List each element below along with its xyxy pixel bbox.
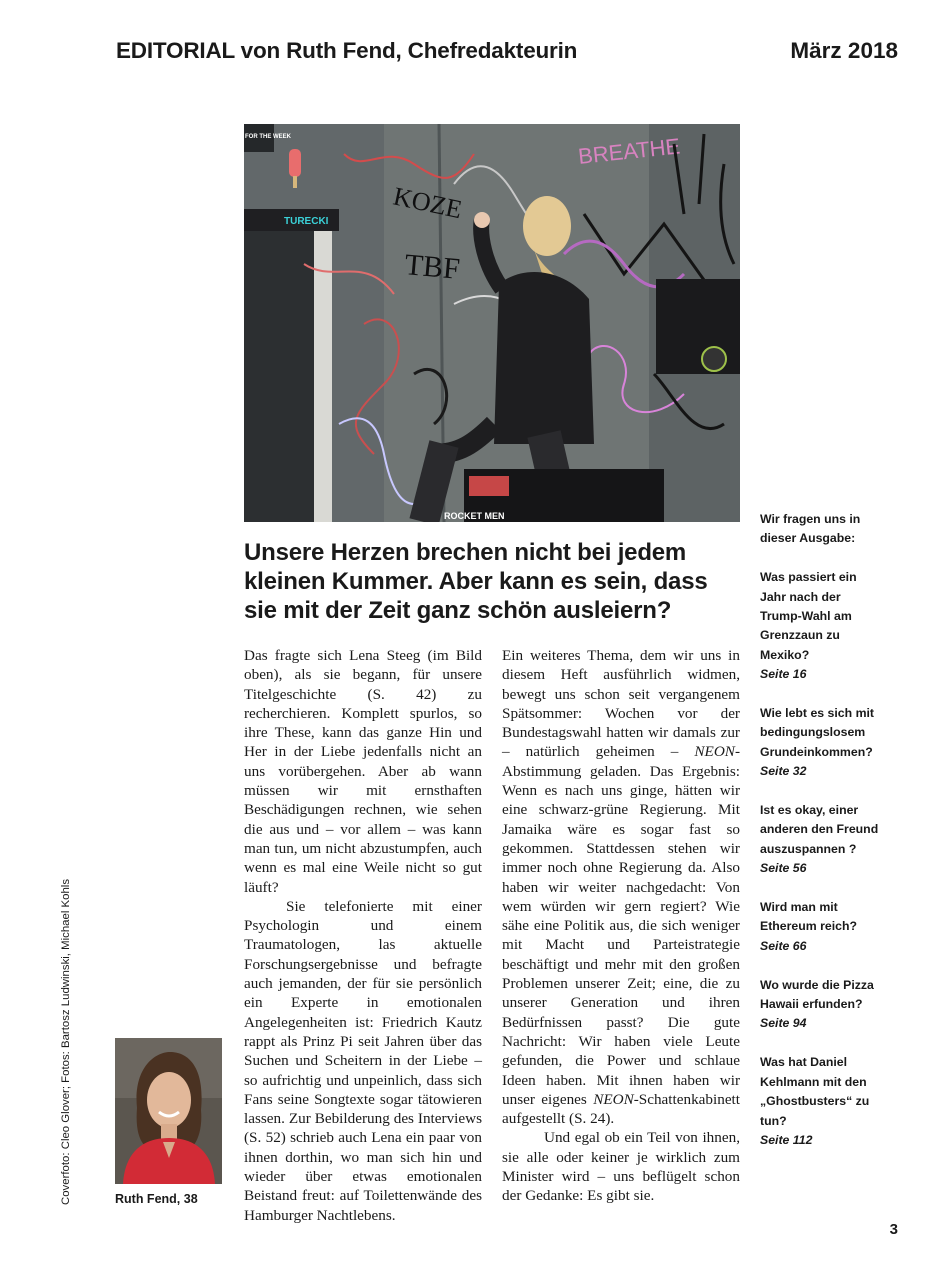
tbf-graffiti: TBF	[403, 248, 462, 286]
sidebar-question: Wird man mit Ethereum reich?	[760, 900, 858, 934]
sidebar-question: Was passiert ein Jahr nach der Trump-Wahl am Grenzzaun zu Mexiko?	[760, 570, 857, 662]
body-paragraph: Und egal ob ein Teil von ihnen, sie alle oder keiner je wirklich zum Minister wird – uns beflügelt schon der Gedanke: Es gibt sie.	[502, 1129, 740, 1205]
body-text: Ein weiteres Thema, dem wir uns in diesem Heft ausführlich widmen, bewegt uns schon seit vergangenem Spätsommer: Wochen vor der Bundestagswahl hatten wir damals zur – natürlich geheimen –	[502, 647, 740, 761]
body-text: -Schattenkabinett aufgestellt (S. 24).	[502, 1090, 740, 1128]
headline: Unsere Herzen brechen nicht bei jedem kleinen Kummer. Aber kann es sein, dass sie mit der Zeit ganz schön ausleiern?	[244, 539, 708, 624]
photo-credit: Coverfoto: Cleo Glover; Fotos: Bartosz Ludwinski, Michael Kohls	[60, 878, 72, 1205]
header-date: März 2018	[790, 38, 898, 63]
sidebar-questions	[760, 510, 880, 1170]
sidebar-page-ref: Seite 32	[760, 764, 807, 779]
sidebar-question: Wo wurde die Pizza Hawaii erfunden?	[760, 977, 874, 1012]
sidebar-item	[760, 568, 880, 684]
sidebar-item	[760, 898, 880, 956]
neon-brand: NEON	[694, 743, 735, 761]
sidebar-page-ref: Seite 112	[760, 1132, 813, 1147]
body-paragraph: Sie telefonierte mit einer Psychologin und einem Traumatologen, las aktuelle Forschungsergebnisse und befragte auch jemanden, der für sie persönlich ein Experte in emotionalen Angelegenheiten ist: Friedrich Kautz rappt als Prinz Pi seit Jahren über das Suchen und Scheitern in der Liebe – so aufrichtig und unpeinlich, dass sich Fans seine Songtexte sogar tätowieren lassen. Zur Bebilderung des Interviews (S. 52) schrieb auch Lena ein paar von ihnen dorthin, wo man sich hin und wieder über etwas emotionalen Beistand freut: auf Toilettenwände des Hamburger Nachtlebens.	[244, 897, 482, 1224]
koze-graffiti: KOZE	[390, 181, 465, 225]
body-text: -Abstimmung geladen. Das Ergebnis: Wenn es nach uns ginge, hätten wir eine schwarz-grüne Regierung. Mit Jamaika wäre es sogar fast so gekommen. Stattdessen stehen wir immer noch ohne Regierung da. Also haben wir weiter nachgedacht: Von wem würden wir gern regiert? Wie sähe eine Politik aus, die sich weniger mit Macht und Parteistrategie beschäftigt und mehr mit den großen Problemen unserer Zeit; eine, die zu unserer Generation und ihren Bedürfnissen passt? Die gute Nachricht: Wir haben viele Leute gefunden, die Power und schlaue Ideen haben. Mit ihnen haben wir unser eigenes	[502, 743, 740, 1108]
sidebar-item	[760, 704, 880, 782]
body-paragraph: Das fragte sich Lena Steeg (im Bild oben), als sie begann, für unsere Titelgeschichte (S. 42) zu recherchieren. Komplett spurlos, so ihre These, kann das ganze Hin und Her in der Liebe jedenfalls nicht an uns vorübergehen. Aber ab wann müssen wir mit ernsthaften Beschädigungen rechnen, wie sehen die aus und – vor allem – was kann man tun, um nicht abzustumpfen, auch wenn es mal eine Weile nicht so gut läuft?	[244, 647, 482, 896]
body-paragraph	[502, 646, 740, 1128]
sidebar-question: Ist es okay, einer anderen den Freund auszuspannen ?	[760, 803, 879, 856]
portrait-caption: Ruth Fend, 38	[115, 1192, 198, 1206]
neon-brand: NEON	[593, 1090, 634, 1108]
sidebar-question: Was hat Daniel Kehlmann mit den „Ghostbusters“ zu tun?	[760, 1055, 870, 1128]
author-portrait	[115, 1038, 222, 1184]
sidebar-item	[760, 976, 880, 1034]
sidebar-page-ref: Seite 94	[760, 1016, 807, 1031]
for-the-week-sticker: FOR THE WEEK	[245, 134, 291, 140]
breathe-graffiti: BREATHE	[576, 133, 682, 169]
page-number: 3	[889, 1221, 898, 1238]
graffiti-photo	[244, 124, 740, 522]
sidebar-question: Wie lebt es sich mit bedingungslosem Grundeinkommen?	[760, 706, 875, 759]
body-column-2	[502, 646, 740, 1206]
rocket-men-sticker: ROCKET MEN	[444, 511, 505, 521]
sidebar-item	[760, 1053, 880, 1150]
sidebar-page-ref: Seite 66	[760, 938, 807, 953]
header-title: EDITORIAL von Ruth Fend, Chefredakteurin	[116, 38, 578, 63]
turecki-sticker: TURECKI	[284, 216, 329, 227]
sidebar-item	[760, 801, 880, 879]
body-column-1	[244, 646, 482, 1225]
sidebar-page-ref: Seite 16	[760, 667, 807, 682]
sidebar-intro: Wir fragen uns in dieser Ausgabe:	[760, 512, 861, 546]
sidebar-page-ref: Seite 56	[760, 861, 807, 876]
